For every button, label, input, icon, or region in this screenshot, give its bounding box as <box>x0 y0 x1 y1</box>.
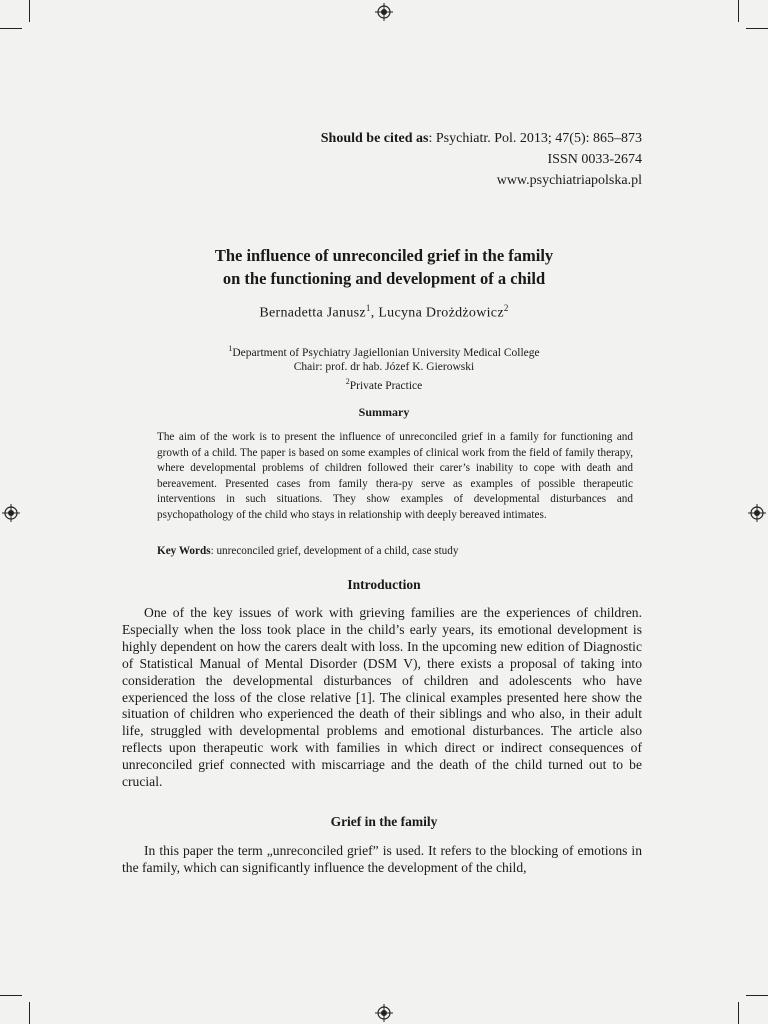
paper-title <box>0 244 768 290</box>
author-name: Bernadetta Janusz <box>259 305 366 321</box>
website-link[interactable]: www.psychiatriapolska.pl <box>496 173 642 188</box>
author-superscript: 2 <box>503 303 509 313</box>
crop-mark <box>746 995 768 996</box>
keywords <box>157 545 458 557</box>
citation-block <box>321 128 642 191</box>
section-heading-grief: Grief in the family <box>330 814 438 829</box>
registration-mark-icon <box>375 1004 393 1022</box>
author-separator: , <box>370 305 379 321</box>
registration-mark-icon <box>2 504 20 522</box>
crop-mark <box>29 1002 30 1024</box>
crop-mark <box>0 995 22 996</box>
registration-mark-icon <box>375 3 393 21</box>
title-line-2: on the functioning and development of a child <box>222 269 546 288</box>
introduction-paragraph: One of the key issues of work with grieving families are the experiences of children. Especially when the loss took place in the child’s early years, its emotional development is highly dependent on how the carers dealt with loss. In the upcoming new edition of Diagnostic of Statistical Manual of Mental Disorder (DSM V), there exists a proposal of taking into consideration the developmental disturbances of children and adolescents who have experienced the loss of the close relative [1]. The clinical examples presented here show the situation of children who experienced the death of their siblings and who also, in their adult life, struggled with developmental problems and emotional disturbances. The article also reflects upon therapeutic work with families in which direct or indirect consequences of unreconciled grief connected with miscarriage and the death of the child turned out to be crucial. <box>122 605 642 790</box>
affiliation-line: Chair: prof. dr hab. Józef K. Gierowski <box>293 361 475 374</box>
keywords-label: Key Words <box>157 545 211 557</box>
crop-mark <box>746 28 768 29</box>
keywords-text: : unreconciled grief, development of a child, case study <box>210 545 459 557</box>
grief-paragraph: In this paper the term „unreconciled grief” is used. It refers to the blocking of emotions in the family, which can significantly influence the development of the child, <box>122 843 642 875</box>
affiliation-superscript: 2 <box>345 376 350 386</box>
affiliation-line: $^2$Private Practice <box>345 376 423 392</box>
author-list <box>0 303 768 322</box>
citation-label: Should be cited as <box>320 131 429 146</box>
registration-mark-icon <box>748 504 766 522</box>
affiliations <box>0 342 768 393</box>
title-line-1: The influence of unreconciled grief in the family <box>214 246 554 265</box>
crop-mark <box>738 0 739 22</box>
summary-heading: Summary <box>358 405 410 419</box>
issn: ISSN 0033-2674 <box>547 152 642 167</box>
crop-mark <box>29 0 30 22</box>
affiliation-superscript: 1 <box>228 344 233 353</box>
author-name: Lucyna Drożdżowicz <box>378 305 504 321</box>
crop-mark <box>0 28 22 29</box>
section-heading-introduction: Introduction <box>347 577 421 592</box>
abstract-text: The aim of the work is to present the influence of unreconciled grief in a family for functioning and growth of a child. The paper is based on some examples of clinical work from the field of family therapy, where developmental problems of children followed their carer’s inability to cope with death and bereavement. Presented cases from family thera-py serve as examples of possible therapeutic interventions in such situations. They show examples of developmental disturbances and psychopathology of the child who stays in relationship with deeply bereaved intimates. <box>157 431 633 521</box>
citation-line <box>321 128 642 149</box>
crop-mark <box>738 1002 739 1024</box>
affiliation-line: $^1$Department of Psychiatry Jagiellonian University Medical College <box>228 344 540 359</box>
author-superscript: 1 <box>365 303 371 313</box>
citation-text: : Psychiatr. Pol. 2013; 47(5): 865–873 <box>428 131 642 146</box>
